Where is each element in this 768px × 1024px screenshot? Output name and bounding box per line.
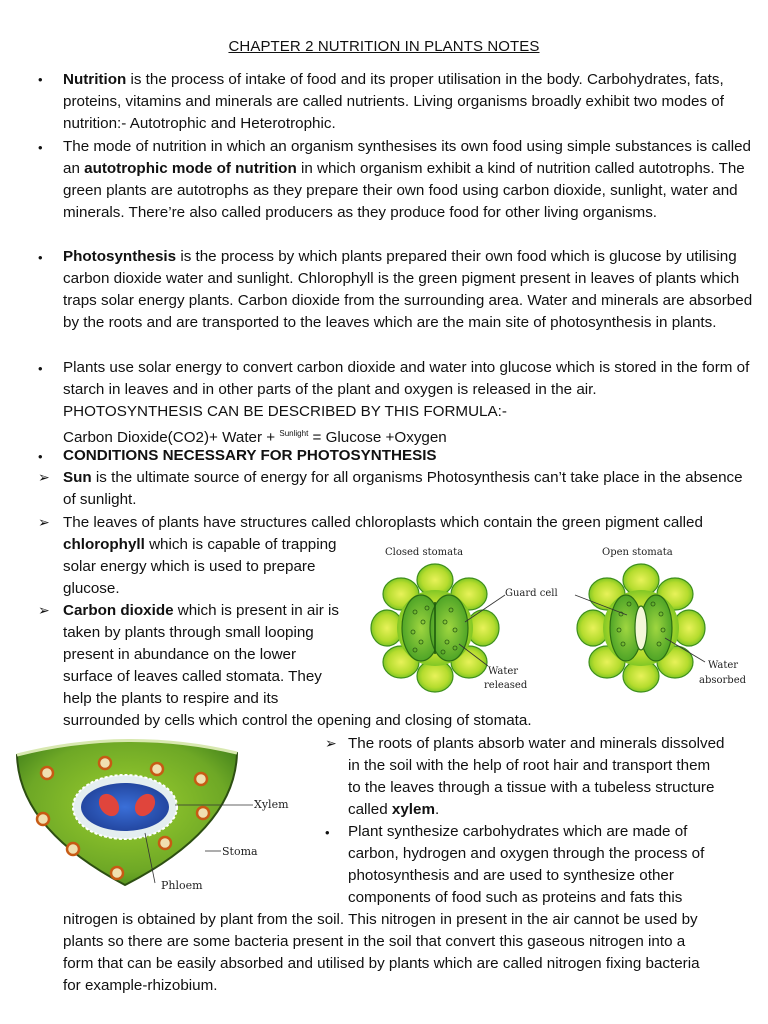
stomata-figure xyxy=(365,540,750,698)
term-sun: Sun xyxy=(63,469,92,486)
bullet: • xyxy=(325,825,330,840)
paragraph-text: is the ultimate source of energy for all organisms Photosynthesis can’t take place in the absence of sunlight. xyxy=(63,469,743,508)
open-stomata-label: Open stomata xyxy=(602,547,673,558)
condition-nitrogen-line4: components of food such as proteins and fats this xyxy=(348,889,683,906)
condition-co2-line1 xyxy=(63,600,339,622)
bullet: • xyxy=(38,361,43,376)
water-absorbed-label-2: absorbed xyxy=(699,675,747,686)
arrow-bullet: ➢ xyxy=(38,602,50,618)
bullet: • xyxy=(38,140,43,155)
paragraph-text: . xyxy=(434,801,440,818)
condition-nitrogen-line1: Plant synthesize carbohydrates which are made of xyxy=(348,823,688,840)
paragraph-text: which is present in air is xyxy=(173,602,339,619)
xylem-label: Xylem xyxy=(254,798,289,811)
arrow-bullet: ➢ xyxy=(325,735,337,751)
vascular-bundle xyxy=(81,783,169,831)
stoma-label: Stoma xyxy=(222,845,258,858)
bullet: • xyxy=(38,250,43,265)
condition-nitrogen-line5: nitrogen is obtained by plant from the soil. This nitrogen in present in the air cannot be used by xyxy=(63,911,698,928)
open-stoma-cell xyxy=(577,564,705,692)
phloem-label: Phloem xyxy=(161,879,203,892)
water-released-label-1: Water xyxy=(488,666,519,677)
condition-nitrogen-line3: photosynthesis and are used to synthesize other xyxy=(348,867,674,884)
paragraph-text: is the process of intake of food and its proper utilisation in the body. Carbohydrates, fats, proteins, vitamins and minerals are called nutrients. Living organisms broadly exhibit two modes of nutrition:- Autotrophic and Heterotrophic. xyxy=(63,71,724,132)
condition-xylem-line1: The roots of plants absorb water and minerals dissolved xyxy=(348,735,725,752)
term-nutrition: Nutrition xyxy=(63,71,127,88)
condition-co2-line4: surface of leaves called stomata. They xyxy=(63,668,322,685)
condition-xylem-line2: in the soil with the help of root hair and transport them xyxy=(348,757,711,774)
formula-heading: PHOTOSYNTHESIS CAN BE DESCRIBED BY THIS FORMULA:- xyxy=(63,403,507,420)
bullet: • xyxy=(38,449,43,464)
term-autotrophic: autotrophic mode of nutrition xyxy=(84,160,297,177)
term-photosynthesis: Photosynthesis xyxy=(63,248,177,265)
condition-nitrogen-line6: plants so there are some bacteria present in the soil that convert this gaseous nitrogen into a xyxy=(63,933,686,950)
condition-co2-line3: present in abundance on the lower xyxy=(63,646,297,663)
arrow-bullet: ➢ xyxy=(38,469,50,485)
arrow-bullet: ➢ xyxy=(38,514,50,530)
condition-chlorophyll-line1: The leaves of plants have structures called chloroplasts which contain the green pigment called xyxy=(63,514,703,531)
closed-stomata-label: Closed stomata xyxy=(385,547,464,558)
condition-co2-line5: help the plants to respire and its xyxy=(63,690,279,707)
leaf-cross-section-figure xyxy=(5,733,305,895)
condition-xylem-line3: to the leaves through a tissue with a tubeless structure xyxy=(348,779,715,796)
formula-sunlight: Sunlight xyxy=(279,429,309,438)
conditions-heading: CONDITIONS NECESSARY FOR PHOTOSYNTHESIS xyxy=(63,447,437,464)
condition-nitrogen-line8: for example-rhizobium. xyxy=(63,977,218,994)
bullet: • xyxy=(38,72,43,87)
formula-part: = Glucose +Oxygen xyxy=(308,429,447,446)
condition-nitrogen-line2: carbon, hydrogen and oxygen through the process of xyxy=(348,845,705,862)
water-released-label-2: released xyxy=(484,680,528,691)
paragraph-text: Plants use solar energy to convert carbon dioxide and water into glucose which is stored in the form of starch in leaves and in other parts of the plant and oxygen is released in the air. xyxy=(63,359,750,398)
term-carbon-dioxide: Carbon dioxide xyxy=(63,602,174,619)
condition-sun xyxy=(63,467,753,511)
closed-stoma-cell xyxy=(371,564,499,692)
guard-cell-label: Guard cell xyxy=(505,588,558,599)
condition-co2-line6: surrounded by cells which control the opening and closing of stomata. xyxy=(63,712,532,729)
water-absorbed-label-1: Water xyxy=(708,660,739,671)
paragraph-autotrophic xyxy=(63,136,753,224)
condition-chlorophyll-line4: glucose. xyxy=(63,580,120,597)
paragraph-photosynthesis xyxy=(63,246,753,334)
paragraph-text: called xyxy=(348,801,392,818)
paragraph-solar-energy xyxy=(63,357,753,401)
condition-chlorophyll-line2 xyxy=(63,534,337,556)
term-xylem: xylem xyxy=(391,801,435,818)
condition-nitrogen-line7: form that can be easily absorbed and utilised by plants which are called nitrogen fixing bacteria xyxy=(63,955,700,972)
paragraph-text: which is capable of trapping xyxy=(144,536,337,553)
condition-xylem-line4 xyxy=(348,799,439,821)
condition-co2-line2: taken by plants through small looping xyxy=(63,624,314,641)
term-chlorophyll: chlorophyll xyxy=(63,536,145,553)
formula-part: Carbon Dioxide(CO2)+ Water + xyxy=(63,429,280,446)
paragraph-text: The mode of nutrition in which an organism synthesises its own food using simple substances is called an xyxy=(63,138,752,177)
page-title: CHAPTER 2 NUTRITION IN PLANTS NOTES xyxy=(228,38,540,55)
paragraph-text: is the process by which plants prepared their own food which is glucose by utilising carbon dioxide water and sunlight. Chlorophyll is the green pigment present in leaves of plants which traps solar energy plants. Carbon dioxide from the surrounding area. Water and minerals are absorbed by the roots and are transported to the leaves which are the main site of photosynthesis in plants. xyxy=(63,248,753,331)
paragraph-text: in which organism exhibit a kind of nutrition called autotrophs. The green plants are autotrophs as they prepare their own food using carbon dioxide, sunlight, water and minerals. There’re also called producers as they produce food for other living organisms. xyxy=(63,160,745,221)
paragraph-nutrition xyxy=(63,69,753,135)
condition-chlorophyll-line3: solar energy which is used to prepare xyxy=(63,558,316,575)
